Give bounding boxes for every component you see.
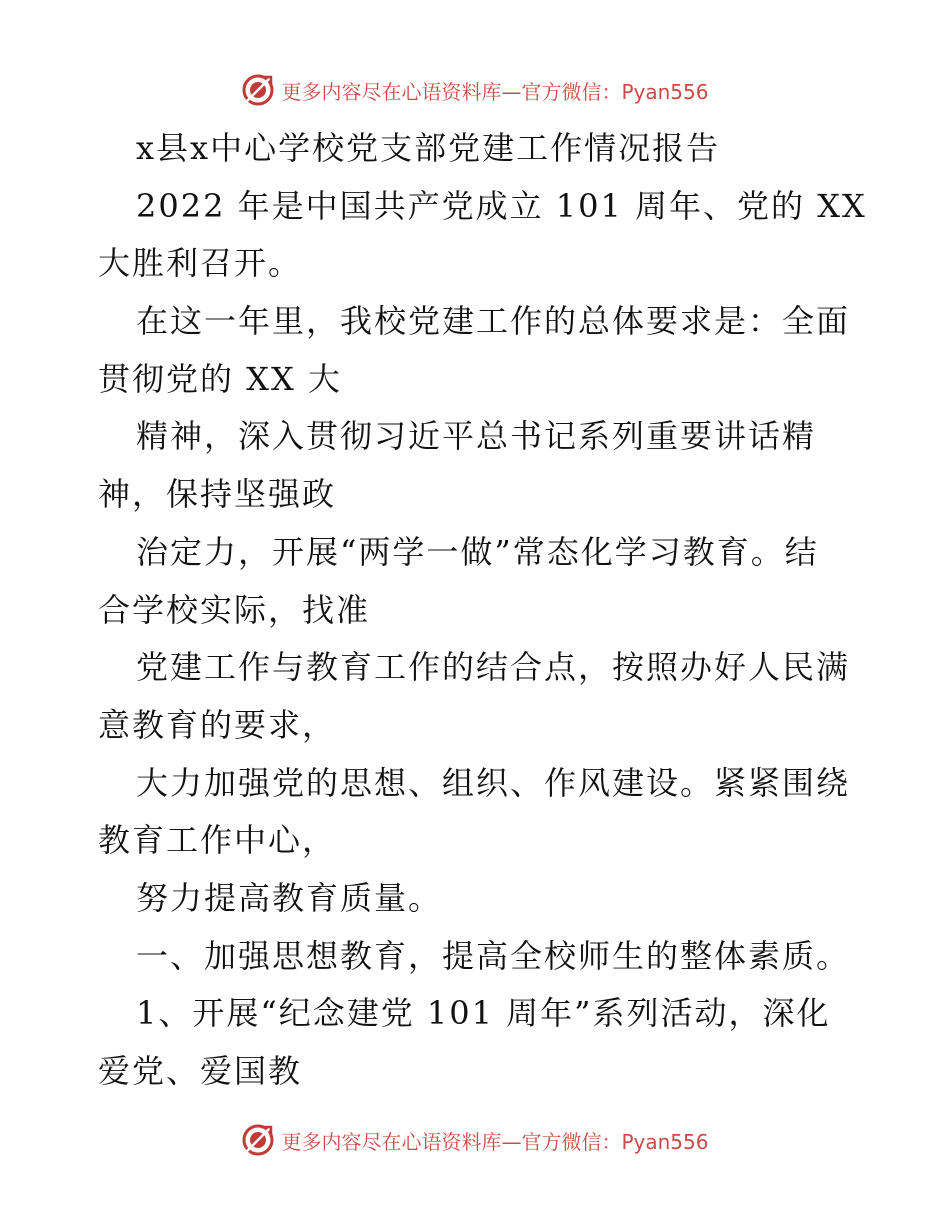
- paragraph-line: 治定力，开展“两学一做”常态化学习教育。结: [136, 532, 819, 571]
- paragraph-line: 2022 年是中国共产党成立 101 周年、党的 XX: [136, 186, 867, 225]
- footer-watermark-text: 更多内容尽在心语资料库—官方微信：Pyan556: [281, 1129, 709, 1154]
- paragraph-line: 神，保持坚强政: [98, 475, 337, 514]
- paragraph-line: x县x中心学校党支部党建工作情况报告: [136, 129, 721, 167]
- paragraph-line: 在这一年里，我校党建工作的总体要求是：全面: [136, 302, 851, 341]
- paragraph-line: 1、开展“纪念建党 101 周年”系列活动，深化: [136, 994, 831, 1033]
- paragraph-line: 贯彻党的 XX 大: [98, 359, 342, 398]
- paragraph-line: 大力加强党的思想、组织、作风建设。紧紧围绕: [136, 763, 851, 802]
- paragraph-line: 意教育的要求，: [98, 705, 337, 744]
- document-body: [98, 120, 867, 1101]
- paragraph-line: 教育工作中心，: [98, 821, 337, 860]
- paragraph-line: 努力提高教育质量。: [136, 878, 443, 917]
- footer-watermark-banner: [0, 1120, 950, 1160]
- paragraph-line: 大胜利召开。: [98, 244, 303, 283]
- paragraph-line: 党建工作与教育工作的结合点，按照办好人民满: [136, 648, 851, 687]
- quill-seal-icon: [241, 73, 275, 107]
- paragraph-line: 精神，深入贯彻习近平总书记系列重要讲话精: [136, 417, 817, 456]
- header-watermark-banner: [0, 70, 950, 110]
- quill-seal-icon: [241, 1123, 275, 1157]
- paragraph-line: 一、加强思想教育，提高全校师生的整体素质。: [136, 936, 851, 975]
- paragraph-line: 爱党、爱国教: [98, 1052, 303, 1090]
- paragraph-line: 合学校实际，找准: [98, 590, 371, 629]
- header-watermark-text: 更多内容尽在心语资料库—官方微信：Pyan556: [281, 79, 709, 104]
